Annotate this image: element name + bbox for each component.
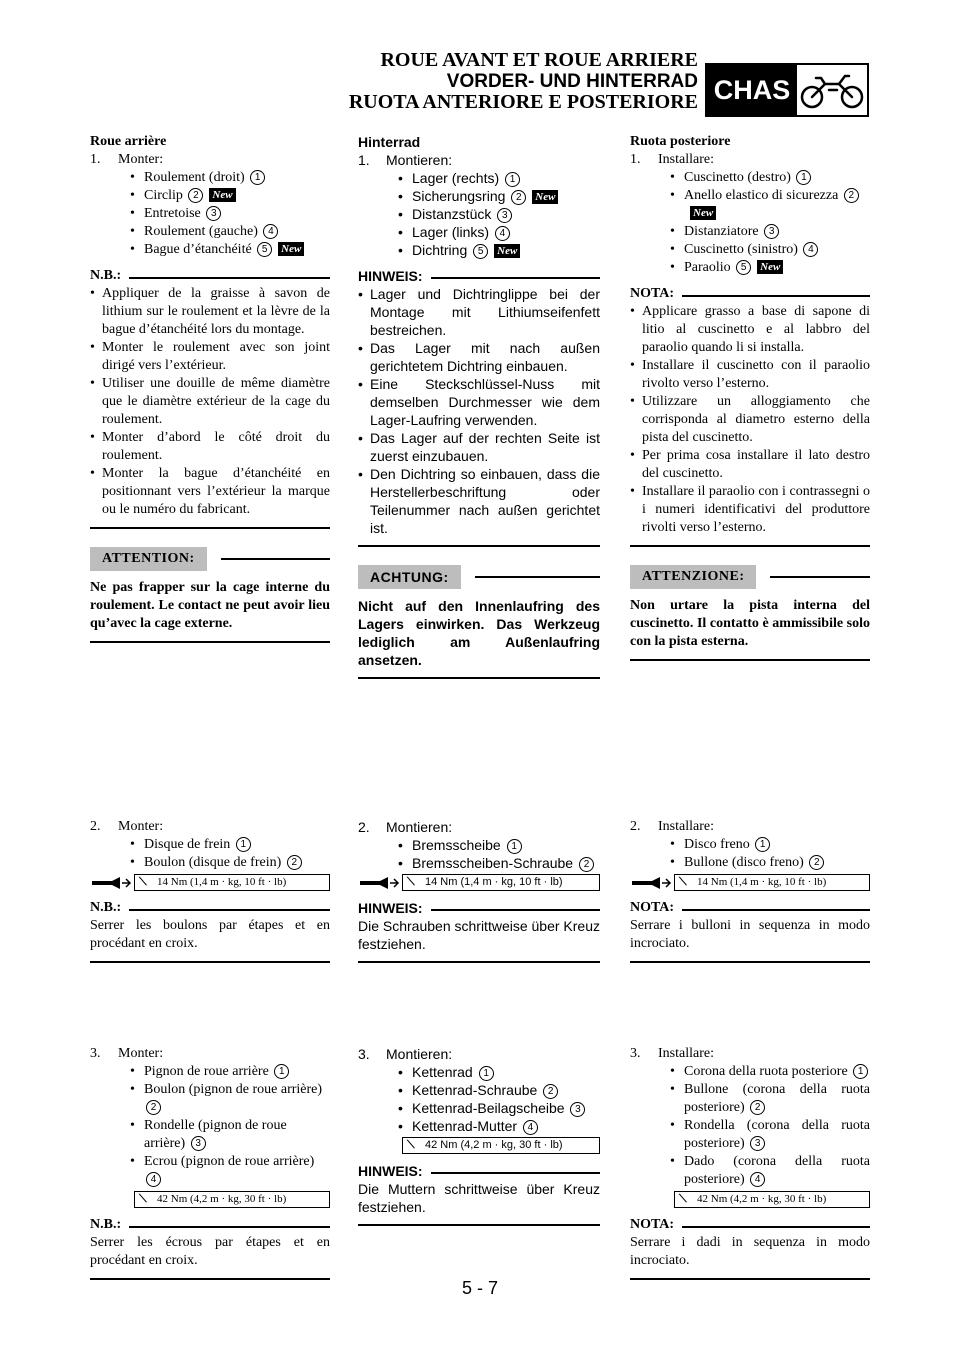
list-item: • Boulon (disque de frein) 2 [90,854,330,872]
it-section3: 3. Installare: • Corona della ruota posteriore 1 • Bullone (corona della ruota posteriore) 2 • Rondella (corona della ruota posteriore) 3 • Dado (corona della ruota posteriore) 4 ⟍ 42 Nm (4,2 m · kg, 30 ft · lb) NOTA: Serrare i dadi in sequenza in modo incrociato. [630,1045,870,1280]
fr-warning-head: ATTENTION: [90,547,330,571]
torque-spec: ⟍ 14 Nm (1,4 m · kg, 10 ft · lb) [358,874,600,891]
list-item: • Kettenrad-Schraube 2 [358,1081,600,1099]
loctite-icon [90,875,134,891]
it-note2: Serrare i bulloni in sequenza in modo incrociato. [630,918,870,951]
list-item: • Rondelle (pignon de roue arrière) 3 [130,1118,287,1151]
it-section1: Ruota posteriore 1. Installare: • Cuscinetto (destro) 1 • Anello elastico di sicurezza 2New • Distanziatore 3 • Cuscinetto (sinistro) 4 • Paraolio 5 New NOTA: • Applicare grasso a base di sapone di litio al cuscinetto e al labbro del paraolio quando li si installa. • Installare il cuscinetto con il paraolio rivolto verso l’esterno. • Utilizzare un alloggiamento che corrisponda al diametro esterno della pista del cuscinetto. • Per prima cosa installare il lato destro del cuscinetto. • Installare il paraolio con i contrassegni o i numeri identificativi del produttore rivolti verso l’esterno. ATTENZIONE: Non urtare la pista interna del cuscinetto. Il contatto è ammissibile solo con la pista esterna. [630,133,870,661]
list-item: • Paraolio 5 New [630,259,870,277]
note-item: • Per prima cosa installare il lato destro del cuscinetto. [630,448,870,481]
list-item: • Kettenrad-Beilagscheibe 3 [358,1099,600,1117]
loctite-icon [358,875,402,891]
list-item: • Bullone (disco freno) 2 [630,854,870,872]
note-item: • Das Lager auf der rechten Seite ist zuerst einzubauen. [358,430,600,464]
note-item: • Utilizzare un alloggiamento che corrisponda al diametro esterno della pista del cuscinetto. [630,394,870,445]
list-item: • Dado (corona della ruota posteriore) 4 [670,1154,870,1187]
list-item: • Pignon de roue arrière 1 [90,1063,330,1081]
note-item: • Monter le roulement avec son joint dirigé vers l’extérieur. [90,340,330,373]
note-item: • Das Lager mit nach außen gerichtetem Dichtring einbauen. [358,340,600,374]
list-item: • Distanziatore 3 [630,223,870,241]
de-section1: Hinterrad 1. Montieren: • Lager (rechts) 1 • Sicherungsring 2 New • Distanzstück 3 • Lager (links) 4 • Dichtring 5 New HINWEIS: • Lager und Dichtringlippe bei der Montage mit Lithiumseifenfett bestreichen. • Das Lager mit nach außen gerichtetem Dichtring einbauen. • Eine Steckschlüssel-Nuss mit demselben Durchmesser wie dem Lager-Laufring verwenden. • Das Lager auf der rechten Seite ist zuerst einzubauen. • Den Dichtring so einbauen, dass die Herstellerbeschriftung oder Teilenummer nach außen gerichtet ist. ACHTUNG: Nicht auf den Innenlaufring des Lagers einwirken. Das Werkzeug lediglich am Außenlaufring ansetzen. [358,133,600,679]
note-item: • Utiliser une douille de même diamètre que le diamètre extérieur de la cage du roulement. [90,376,330,427]
de-title: Hinterrad [358,134,421,150]
list-item: • Rondella (corona della ruota posteriore) 3 [670,1118,870,1151]
fr-title: Roue arrière [90,134,167,149]
torque-spec: ⟍ 14 Nm (1,4 m · kg, 10 ft · lb) [630,874,870,891]
de-note3: Die Muttern schrittweise über Kreuz festziehen. [358,1181,600,1215]
fr-section3: 3. Monter: • Pignon de roue arrière 1 • Boulon (pignon de roue arrière) 2 • Rondelle (pignon de roue arrière) 3 • Ecrou (pignon de roue arrière) 4 ⟍ 42 Nm (4,2 m · kg, 30 ft · lb) N.B.: Serrer les écrous par étapes et en procédant en croix. [90,1045,330,1280]
fr-section1: Roue arrière 1. Monter: • Roulement (droit) 1 • Circlip 2 New • Entretoise 3 • Roulement (gauche) 4 • Bague d’étanchéité 5 New N.B.: • Appliquer de la graisse à savon de lithium sur le roulement et la lèvre de la bague d’étanchéité lors du montage. • Monter le roulement avec son joint dirigé vers l’extérieur. • Utiliser une douille de même diamètre que le diamètre extérieur de la cage du roulement. • Monter d’abord le côté droit du roulement. • Monter la bague d’étanchéité en positionnant vers l’extérieur la marque ou le numéro du fabricant. ATTENTION: Ne pas frapper sur la cage interne du roulement. Le contact ne peut avoir lieu qu’avec la cage externe. [90,133,330,643]
note-item: • Monter d’abord le côté droit du roulement. [90,430,330,463]
new-badge: New [494,244,520,258]
fr-warning-text: Ne pas frapper sur la cage interne du roulement. Le contact ne peut avoir lieu qu’avec la cage externe. [90,580,330,631]
list-item: • Ecrou (pignon de roue arrière) 4 [130,1154,315,1185]
it-note3: Serrare i dadi in sequenza in modo incrociato. [630,1235,870,1268]
de-section3: 3. Montieren: • Kettenrad 1 • Kettenrad-Schraube 2 • Kettenrad-Beilagscheibe 3 • Kettenrad-Mutter 4 ⟍ 42 Nm (4,2 m · kg, 30 ft · lb) HINWEIS: Die Muttern schrittweise über Kreuz festziehen. [358,1045,600,1226]
list-item: • Cuscinetto (sinistro) 4 [630,241,870,259]
it-section2: 2. Installare: • Disco freno 1 • Bullone (disco freno) 2 ⟍ 14 Nm (1,4 m · kg, 10 ft · lb) NOTA: Serrare i bulloni in sequenza in modo incrociato. [630,818,870,963]
torque-spec: ⟍ 14 Nm (1,4 m · kg, 10 ft · lb) [90,874,330,891]
new-badge: New [532,190,558,204]
torque-spec: ⟍ 42 Nm (4,2 m · kg, 30 ft · lb) [630,1191,870,1208]
list-item: • Bague d’étanchéité 5 New [90,241,330,259]
note-item: • Applicare grasso a base di sapone di litio al cuscinetto e al labbro del paraolio quando li si installa. [630,304,870,355]
list-item: • Bullone (corona della ruota posteriore) 2 [670,1082,870,1115]
torque-wrench-icon: ⟍ [679,876,687,888]
list-item: • Roulement (gauche) 4 [90,223,330,241]
list-item: • Cuscinetto (destro) 1 [630,169,870,187]
list-item: • Lager (rechts) 1 [358,169,600,187]
de-section2: 2. Montieren: • Bremsscheibe 1 • Bremsscheiben-Schraube 2 ⟍ 14 Nm (1,4 m · kg, 10 ft · lb) HINWEIS: Die Schrauben schrittweise über Kreuz festziehen. [358,818,600,963]
torque-wrench-icon: ⟍ [139,1193,147,1205]
new-badge: New [757,260,783,274]
new-badge: New [209,188,235,202]
note-item: • Appliquer de la graisse à savon de lithium sur le roulement et la lèvre de la bague d’étanchéité lors du montage. [90,286,330,337]
title-de: VORDER- UND HINTERRAD [446,71,698,92]
list-item: • Sicherungsring 2 New [358,187,600,205]
torque-wrench-icon: ⟍ [407,876,415,888]
new-badge: New [690,206,716,220]
note-item: • Installare il paraolio con i contrassegni o i numeri identificativi del produttore rivolti verso l’esterno. [630,484,870,535]
motorcycle-icon [797,65,867,115]
it-warning-text: Non urtare la pista interna del cuscinetto. Il contatto è ammissibile solo con la pista esterna. [630,598,870,649]
fr-note3: Serrer les écrous par étapes et en procédant en croix. [90,1235,330,1268]
fr-s1-head: Monter: [118,152,164,167]
list-item: • Kettenrad 1 [358,1063,600,1081]
list-item: • Disque de frein 1 [90,836,330,854]
it-title: Ruota posteriore [630,134,731,149]
fr-section2: 2. Monter: • Disque de frein 1 • Boulon (disque de frein) 2 ⟍ 14 Nm (1,4 m · kg, 10 ft · lb) N.B.: Serrer les boulons par étapes et en procédant en croix. [90,818,330,963]
list-item: • Roulement (droit) 1 [90,169,330,187]
list-item: • Entretoise 3 [90,205,330,223]
torque-spec: ⟍ 42 Nm (4,2 m · kg, 30 ft · lb) [90,1191,330,1208]
title-it: RUOTA ANTERIORE E POSTERIORE [348,91,698,113]
title-fr: ROUE AVANT ET ROUE ARRIERE [380,49,698,71]
list-item: • Bremsscheibe 1 [358,836,600,854]
section-badge [705,63,869,117]
note-item: • Eine Steckschlüssel-Nuss mit demselben Durchmesser wie dem Lager-Laufring verwenden. [358,376,600,428]
torque-spec: ⟍ 42 Nm (4,2 m · kg, 30 ft · lb) [358,1137,600,1154]
page-number: 5 - 7 [461,1278,499,1298]
note-item: • Lager und Dichtringlippe bei der Montage mit Lithiumseifenfett bestreichen. [358,286,600,338]
note-item: • Monter la bague d’étanchéité en positionnant vers l’extérieur la marque ou le numéro du fabricant. [90,466,330,517]
de-warning-text: Nicht auf den Innenlaufring des Lagers einwirken. Das Werkzeug lediglich am Außenlaufring ansetzen. [358,598,600,668]
list-item: • Anello elastico di sicurezza 2New [630,187,870,223]
list-item: • Circlip 2 New [90,187,330,205]
fr-note-head: N.B.: [90,267,330,285]
list-item: • Boulon (pignon de roue arrière) 2 [130,1082,323,1113]
section-label: CHAS [707,65,797,115]
list-item: • Disco freno 1 [630,836,870,854]
list-item: • Kettenrad-Mutter 4 [358,1117,600,1135]
list-item: • Distanzstück 3 [358,205,600,223]
new-badge: New [278,242,304,256]
torque-wrench-icon: ⟍ [139,876,147,888]
list-item: • Bremsscheiben-Schraube 2 [358,854,600,872]
torque-wrench-icon: ⟍ [407,1139,415,1151]
torque-wrench-icon: ⟍ [679,1193,687,1205]
fr-note2: Serrer les boulons par étapes et en procédant en croix. [90,918,330,951]
list-item: • Corona della ruota posteriore 1 [630,1063,870,1081]
de-note2: Die Schrauben schrittweise über Kreuz festziehen. [358,918,601,952]
list-item: • Lager (links) 4 [358,223,600,241]
header-titles [349,50,698,113]
list-item: • Dichtring 5 New [358,241,600,259]
loctite-icon [630,875,674,891]
note-item: • Den Dichtring so einbauen, dass die Herstellerbeschriftung oder Teilenummer nach außen gerichtet ist. [358,466,600,536]
note-item: • Installare il cuscinetto con il paraolio rivolto verso l’esterno. [630,358,870,391]
